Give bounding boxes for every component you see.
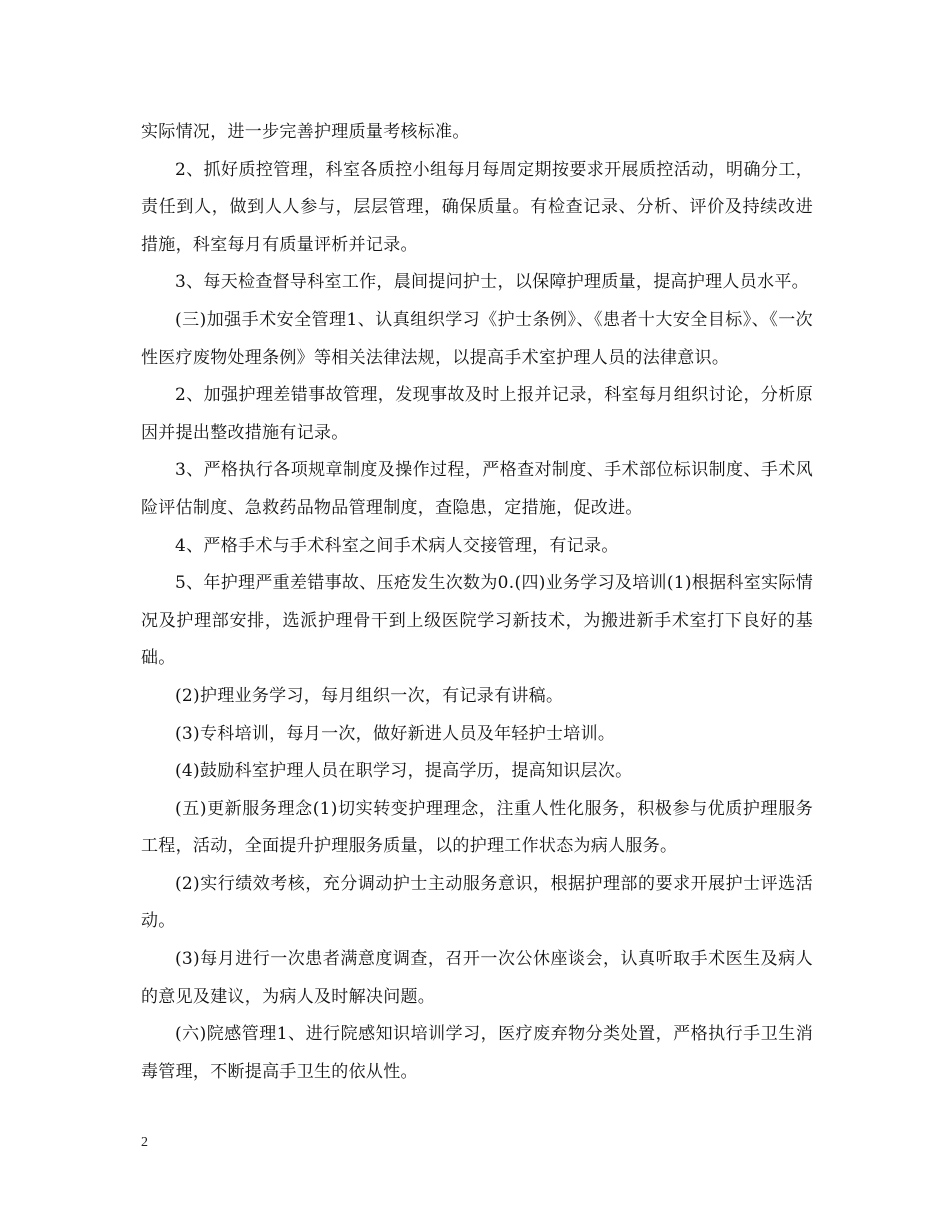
paragraph-daily-inspection: 3、每天检查督导科室工作，晨间提问护士，以保障护理质量，提高护理人员水平。 [175, 272, 809, 293]
paragraph-infection-control: (六)院感管理1、进行院感知识培训学习，医疗废弃物分类处置，严格执行手卫生消毒管理，不断提高手卫生的依从性。 [141, 1024, 813, 1082]
page-number: 2 [141, 1135, 148, 1150]
paragraph-satisfaction-survey: (3)每月进行一次患者满意度调查，召开一次公休座谈会，认真听取手术医生及病人的意见及建议，为病人及时解决问题。 [141, 949, 813, 1007]
paragraph-service-concept: (五)更新服务理念(1)切实转变护理理念，注重人性化服务，积极参与优质护理服务工程，活动，全面提升护理服务质量，以的护理工作状态为病人服务。 [141, 798, 813, 857]
paragraph-continuing-education: (4)鼓励科室护理人员在职学习，提高学历，提高知识层次。 [175, 761, 633, 782]
paragraph-continued: 实际情况，进一步完善护理质量考核标准。 [141, 122, 470, 142]
paragraph-business-study: (2)护理业务学习，每月组织一次，有记录有讲稿。 [175, 685, 564, 706]
paragraph-patient-handover: 4、严格手术与手术科室之间手术病人交接管理，有记录。 [175, 535, 619, 556]
paragraph-performance-appraisal: (2)实行绩效考核，充分调动护士主动服务意识，根据护理部的要求开展护士评选活动。 [141, 873, 813, 932]
paragraph-error-management: 2、加强护理差错事故管理，发现事故及时上报并记录，科室每月组织讨论，分析原因并提出整改措施有记录。 [141, 385, 813, 443]
paragraph-surgical-safety: (三)加强手术安全管理1、认真组织学习《护士条例》、《患者十大安全目标》、《一次性医疗废物处理条例》等相关法律法规，以提高手术室护理人员的法律意识。 [141, 309, 813, 368]
paragraph-training: 5、年护理严重差错事故、压疮发生次数为0.(四)业务学习及培训(1)根据科室实际情况及护理部安排，选派护理骨干到上级医院学习新技术，为搬进新手术室打下良好的基础。 [141, 573, 813, 669]
paragraph-regulations: 3、严格执行各项规章制度及操作过程，严格查对制度、手术部位标识制度、手术风险评估制度、急救药品物品管理制度，查隐患，定措施，促改进。 [141, 460, 813, 518]
document-body [141, 114, 813, 1091]
paragraph-quality-control: 2、抓好质控管理，科室各质控小组每月每周定期按要求开展质控活动，明确分工，责任到人，做到人人参与，层层管理，确保质量。有检查记录、分析、评价及持续改进措施，科室每月有质量评析并记录。 [141, 159, 813, 255]
paragraph-specialty-training: (3)专科培训，每月一次，做好新进人员及年轻护士培训。 [175, 723, 616, 744]
